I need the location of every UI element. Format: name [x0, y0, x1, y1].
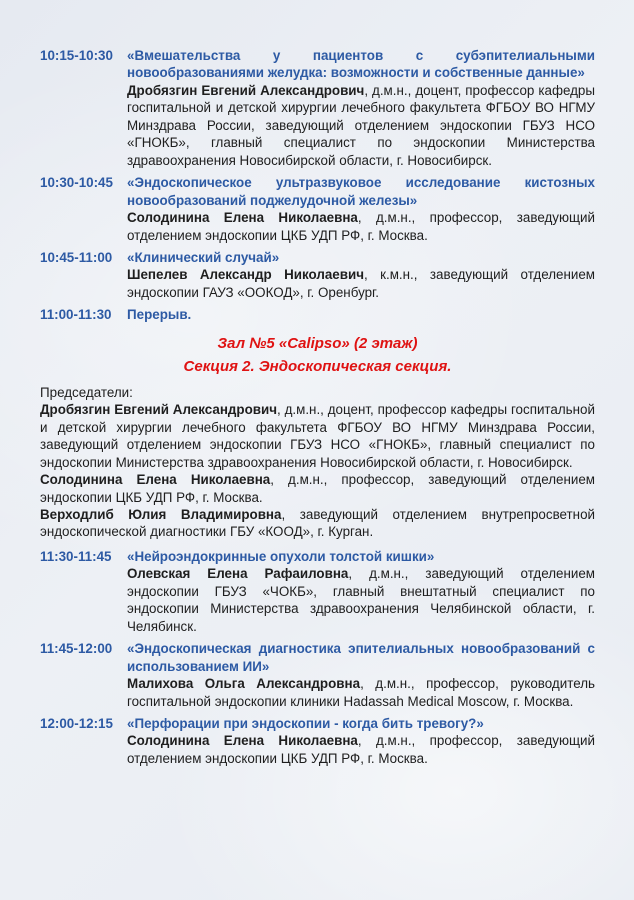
session-time: 11:30-11:45 [40, 548, 112, 564]
session-time: 11:45-12:00 [40, 641, 113, 657]
talk-title: «Вмешательства у пациентов с субэпителиальными новообразованиями желудка: возможности и собственные данные» [127, 48, 595, 81]
speaker-name: Малихова Ольга Александровна [127, 676, 361, 692]
speaker-info [127, 675, 595, 710]
chair-entry [40, 401, 595, 471]
session-row [40, 715, 595, 767]
speaker-details: , д.м.н., профессор, руководитель госпитальной эндоскопии клиники Hadassah Medical Moscow, г. Москва. [127, 676, 595, 709]
chairs-label: Председатели: [40, 384, 133, 400]
chair-name: Дробязгин Евгений Александрович [40, 402, 278, 418]
speaker-details: , д.м.н., профессор, заведующий отделением эндоскопии ЦКБ УДП РФ, г. Москва. [127, 210, 595, 243]
chair-details: , заведующий отделением внутрепросветной эндоскопической диагностики ГБУ «КООД», г. Курган. [40, 506, 595, 540]
session-time: 10:45-11:00 [40, 249, 113, 265]
speaker-name: Шепелев Александр Николаевич [127, 267, 364, 283]
chairs-list [40, 401, 595, 541]
session-content [127, 640, 595, 710]
break-label: Перерыв. [127, 307, 192, 323]
hall-heading: Зал №5 «Calipso» (2 этаж) [217, 334, 418, 352]
speaker-info [127, 565, 595, 635]
speaker-details: , д.м.н., заведующий отделением эндоскопии ГБУЗ «ЧОКБ», главный внештатный специалист по эндоскопии Министерства здравоохранения Челябинской области, г. Челябинск. [127, 566, 595, 634]
talk-title: «Эндоскопическое ультразвуковое исследование кистозных новообразований поджелудочной железы» [127, 175, 595, 208]
chair-entry [40, 471, 595, 506]
chair-details: , д.м.н., профессор, заведующий отделением эндоскопии ЦКБ УДП РФ, г. Москва. [40, 472, 596, 505]
session-content [127, 715, 595, 767]
section-heading: Секция 2. Эндоскопическая секция. [183, 357, 452, 375]
speaker-name: Дробязгин Евгений Александрович [127, 82, 365, 98]
session-content [127, 548, 595, 635]
speaker-name: Солодинина Елена Николаевна [127, 210, 358, 226]
speaker-info [127, 266, 595, 301]
session-row [40, 640, 595, 710]
talk-title: «Нейроэндокринные опухоли толстой кишки» [127, 548, 435, 564]
break-row [40, 306, 595, 323]
speaker-name: Солодинина Елена Николаевна [127, 733, 358, 749]
chair-name: Верходлиб Юлия Владимировна [40, 506, 282, 522]
session-row [40, 174, 595, 244]
session-time: 12:00-12:15 [40, 715, 113, 731]
speaker-details: , д.м.н., доцент, профессор кафедры госпитальной и детской хирургии лечебного факультета ФГБОУ ВО НГМУ Минздрава России, заведующий отделением эндоскопии ГБУЗ НСО «ГНОКБ», главный специалист по эндоскопии Министерства здравоохранения Новосибирской области, г. Новосибирск. [127, 82, 595, 168]
session-content [127, 47, 595, 169]
chair-details: , д.м.н., доцент, профессор кафедры госпитальной и детской хирургии лечебного факультета ФГБОУ ВО НГМУ Минздрава России, заведующий отделением эндоскопии ГБУЗ НСО «ГНОКБ», главный специалист по эндоскопии Министерства здравоохранения Новосибирской области, г. Новосибирск. [40, 402, 595, 470]
section2-schedule [40, 548, 595, 767]
session-time: 10:15-10:30 [40, 48, 113, 63]
session-row [40, 548, 595, 635]
speaker-name: Олевская Елена Рафаиловна [127, 566, 349, 582]
speaker-details: , к.м.н., заведующий отделением эндоскопии ГАУЗ «ООКОД», г. Оренбург. [127, 267, 595, 300]
speaker-details: , д.м.н., профессор, заведующий отделением эндоскопии ЦКБ УДП РФ, г. Москва. [127, 733, 595, 766]
talk-title: «Перфорации при эндоскопии - когда бить тревогу?» [127, 715, 484, 731]
speaker-info [127, 82, 595, 169]
session-time: 11:00-11:30 [40, 307, 112, 323]
session-content [127, 174, 595, 244]
session-row [40, 47, 595, 169]
chair-name: Солодинина Елена Николаевна [40, 472, 271, 488]
session-row [40, 249, 595, 301]
chair-entry [40, 506, 595, 541]
morning-schedule [40, 47, 595, 324]
session-content [127, 249, 595, 301]
talk-title: «Эндоскопическая диагностика эпителиальных новообразований с использованием ИИ» [127, 641, 595, 674]
talk-title: «Клинический случай» [127, 249, 280, 265]
speaker-info [127, 209, 595, 244]
session-time: 10:30-10:45 [40, 175, 113, 191]
session-content [127, 306, 595, 323]
speaker-info [127, 732, 595, 767]
